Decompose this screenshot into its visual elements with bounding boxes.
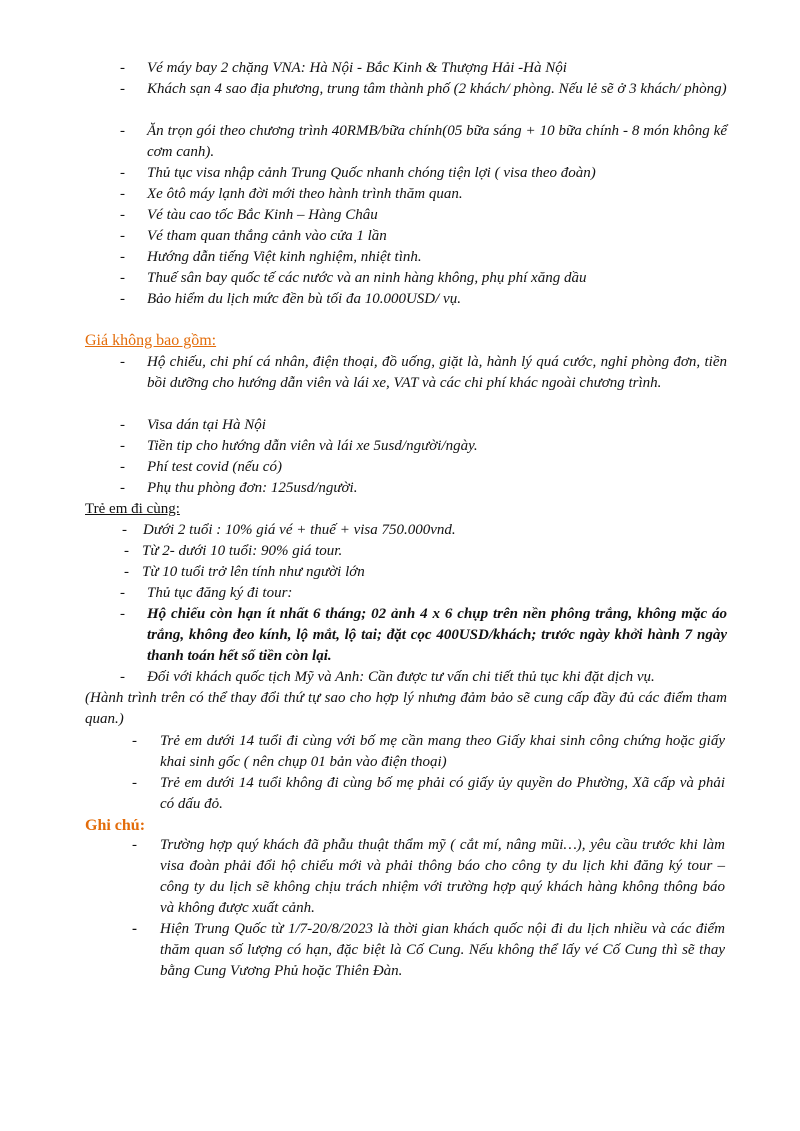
list-item: Phụ thu phòng đơn: 125usd/người. bbox=[147, 480, 358, 496]
list-item: Vé máy bay 2 chặng VNA: Hà Nội - Bắc Kinh & Thượng Hải -Hà Nội bbox=[147, 60, 567, 76]
bullet-dash: - bbox=[120, 459, 125, 475]
list-item: Trẻ em dưới 14 tuổi đi cùng với bố mẹ cần mang theo Giấy khai sinh công chứng hoặc giấy khai sinh gốc ( nên chụp 01 bản vào điện thoại) bbox=[160, 733, 725, 770]
list-item: Thuế sân bay quốc tế các nước và an ninh hàng không, phụ phí xăng dầu bbox=[147, 270, 587, 286]
list-item-important: Hộ chiếu còn hạn ít nhất 6 tháng; 02 ảnh 4 x 6 chụp trên nền phông trắng, không mặc áo trắng, không đeo kính, lộ mắt, lộ tai; đặt cọc 400USD/khách; trước ngày khởi hành 7 ngày thanh toán hết số tiền còn lại. bbox=[147, 606, 727, 664]
bullet-dash: - bbox=[120, 291, 125, 307]
bullet-dash: - bbox=[124, 543, 129, 559]
list-item: Thủ tục visa nhập cảnh Trung Quốc nhanh chóng tiện lợi ( visa theo đoàn) bbox=[147, 165, 596, 181]
list-item: Tiền tip cho hướng dẫn viên và lái xe 5usd/người/ngày. bbox=[147, 438, 478, 454]
list-item: Trường hợp quý khách đã phẫu thuật thẩm mỹ ( cắt mí, nâng mũi…), yêu cầu trước khi làm visa đoàn phải đổi hộ chiếu mới và phải thông báo cho công ty du lịch khi đăng ký tour – công ty du lịch sẽ không chịu trách nhiệm với trường hợp quý khách hàng không thông báo và không được xuất cảnh. bbox=[160, 837, 725, 916]
list-item: Hộ chiếu, chi phí cá nhân, điện thoại, đồ uống, giặt là, hành lý quá cước, nghỉ phòng đơn, tiền bồi dưỡng cho hướng dẫn viên và lái xe, VAT và các chi phí khác ngoài chương trình. bbox=[147, 354, 727, 391]
list-item: Từ 2- dưới 10 tuổi: 90% giá tour. bbox=[142, 543, 343, 559]
bullet-dash: - bbox=[120, 669, 125, 685]
children-heading: Trẻ em đi cùng: bbox=[85, 501, 180, 517]
list-item: Hiện Trung Quốc từ 1/7-20/8/2023 là thời gian khách quốc nội đi du lịch nhiều và các điểm thăm quan số lượng có hạn, đặc biệt là Cố Cung. Nếu không thể lấy vé Cố Cung thì sẽ thay bằng Cung Vương Phủ hoặc Thiên Đàn. bbox=[160, 921, 725, 979]
bullet-dash: - bbox=[132, 837, 137, 853]
bullet-dash: - bbox=[120, 438, 125, 454]
list-item: Dưới 2 tuổi : 10% giá vé + thuế + visa 750.000vnd. bbox=[143, 522, 456, 538]
bullet-dash: - bbox=[120, 123, 125, 139]
list-item: Vé tàu cao tốc Bắc Kinh – Hàng Châu bbox=[147, 207, 378, 223]
list-item: Khách sạn 4 sao địa phương, trung tâm thành phố (2 khách/ phòng. Nếu lẻ sẽ ở 3 khách/ phòng) bbox=[147, 81, 727, 97]
bullet-dash: - bbox=[120, 228, 125, 244]
bullet-dash: - bbox=[122, 522, 127, 538]
list-item: Ăn trọn gói theo chương trình 40RMB/bữa chính(05 bữa sáng + 10 bữa chính - 8 món không kể cơm canh). bbox=[147, 123, 727, 160]
bullet-dash: - bbox=[124, 564, 129, 580]
list-item: Từ 10 tuổi trở lên tính như người lớn bbox=[142, 564, 365, 580]
bullet-dash: - bbox=[120, 165, 125, 181]
list-item: Visa dán tại Hà Nội bbox=[147, 417, 266, 433]
list-item: Phí test covid (nếu có) bbox=[147, 459, 282, 475]
bullet-dash: - bbox=[120, 585, 125, 601]
list-item: Thủ tục đăng ký đi tour: bbox=[147, 585, 293, 601]
bullet-dash: - bbox=[120, 207, 125, 223]
bullet-dash: - bbox=[120, 186, 125, 202]
bullet-dash: - bbox=[120, 606, 125, 622]
bullet-dash: - bbox=[120, 270, 125, 286]
list-item: Xe ôtô máy lạnh đời mới theo hành trình thăm quan. bbox=[147, 186, 463, 202]
bullet-dash: - bbox=[120, 417, 125, 433]
bullet-dash: - bbox=[132, 733, 137, 749]
bullet-dash: - bbox=[132, 921, 137, 937]
itinerary-note: (Hành trình trên có thể thay đổi thứ tự sao cho hợp lý nhưng đảm bảo sẽ cung cấp đầy đủ các điểm tham quan.) bbox=[85, 690, 727, 727]
excluded-heading: Giá không bao gồm: bbox=[85, 332, 217, 349]
bullet-dash: - bbox=[120, 249, 125, 265]
bullet-dash: - bbox=[132, 775, 137, 791]
bullet-dash: - bbox=[120, 81, 125, 97]
bullet-dash: - bbox=[120, 60, 125, 76]
list-item: Đối với khách quốc tịch Mỹ và Anh: Cần được tư vấn chi tiết thủ tục khi đặt dịch vụ. bbox=[147, 669, 655, 685]
list-item: Vé tham quan thắng cảnh vào cửa 1 lần bbox=[147, 228, 387, 244]
notes-heading: Ghi chú: bbox=[85, 817, 146, 834]
bullet-dash: - bbox=[120, 480, 125, 496]
bullet-dash: - bbox=[120, 354, 125, 370]
list-item: Bảo hiểm du lịch mức đền bù tối đa 10.000USD/ vụ. bbox=[147, 291, 461, 307]
list-item: Trẻ em dưới 14 tuổi không đi cùng bố mẹ phải có giấy ủy quyền do Phường, Xã cấp và phải có dấu đỏ. bbox=[160, 775, 725, 812]
list-item: Hướng dẫn tiếng Việt kinh nghiệm, nhiệt tình. bbox=[147, 249, 422, 265]
